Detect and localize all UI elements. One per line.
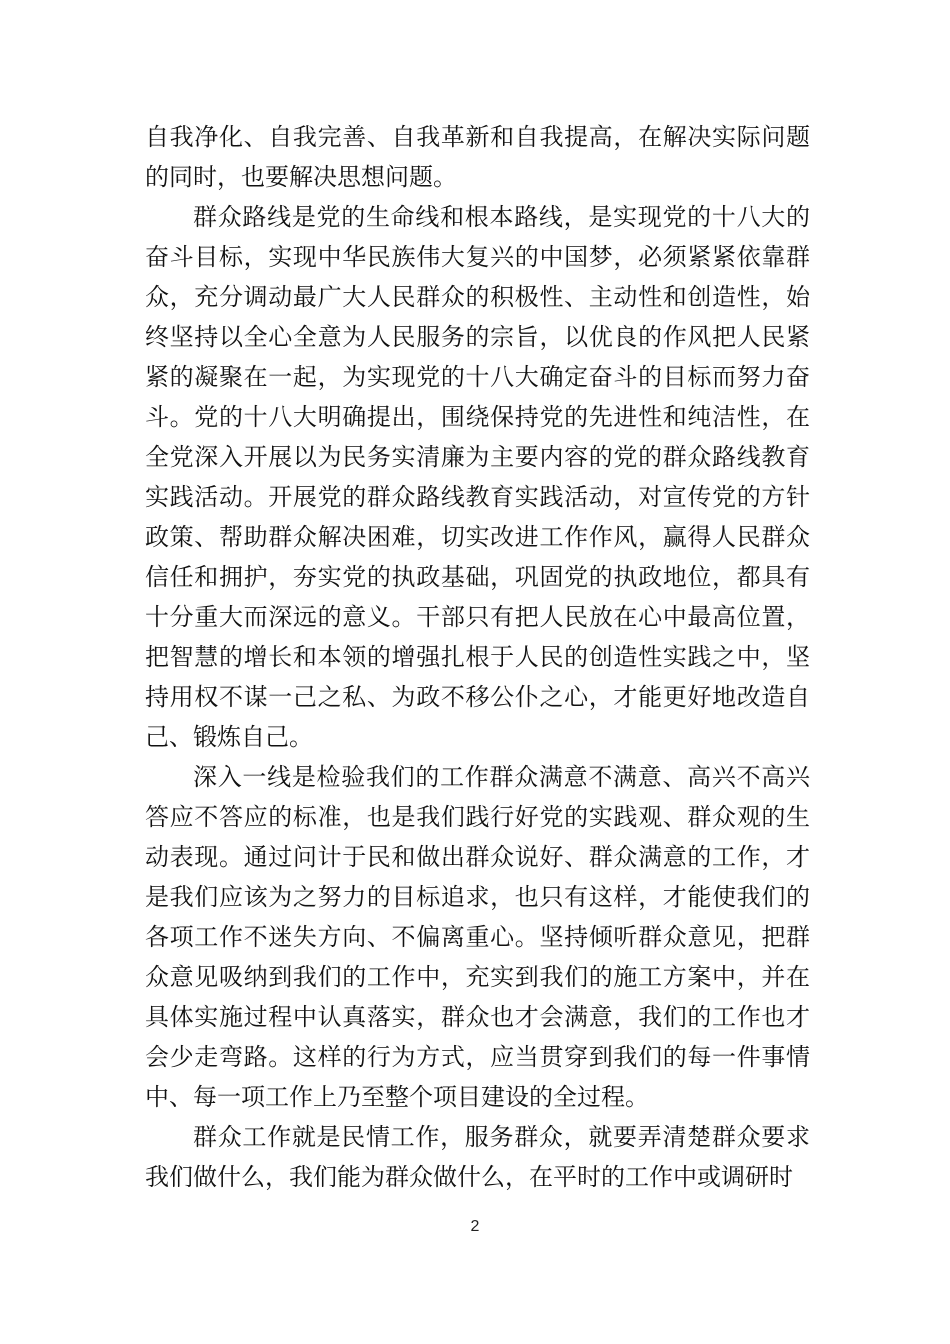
- paragraph-4: 群众工作就是民情工作，服务群众，就要弄清楚群众要求我们做什么，我们能为群众做什么，在平时的工作中或调研时: [145, 1123, 810, 1191]
- page-number: 2: [470, 1218, 480, 1235]
- paragraph-1: 自我净化、自我完善、自我革新和自我提高，在解决实际问题的同时，也要解决思想问题。: [145, 123, 810, 191]
- paragraph-3: 深入一线是检验我们的工作群众满意不满意、高兴不高兴答应不答应的标准，也是我们践行好党的实践观、群众观的生动表现。通过问计于民和做出群众说好、群众满意的工作，才是我们应该为之努力的目标追求，也只有这样，才能使我们的各项工作不迷失方向、不偏离重心。坚持倾听群众意见，把群众意见吸纳到我们的工作中，充实到我们的施工方案中，并在具体实施过程中认真落实，群众也才会满意，我们的工作也才会少走弯路。这样的行为方式，应当贯穿到我们的每一件事情中、每一项工作上乃至整个项目建设的全过程。: [145, 763, 810, 1111]
- body-text: [145, 117, 810, 1197]
- paragraph-2: 群众路线是党的生命线和根本路线，是实现党的十八大的奋斗目标，实现中华民族伟大复兴的中国梦，必须紧紧依靠群众，充分调动最广大人民群众的积极性、主动性和创造性，始终坚持以全心全意为人民服务的宗旨，以优良的作风把人民紧紧的凝聚在一起，为实现党的十八大确定奋斗的目标而努力奋斗。党的十八大明确提出，围绕保持党的先进性和纯洁性，在全党深入开展以为民务实清廉为主要内容的党的群众路线教育实践活动。开展党的群众路线教育实践活动，对宣传党的方针政策、帮助群众解决困难，切实改进工作作风，赢得人民群众信任和拥护，夯实党的执政基础，巩固党的执政地位，都具有十分重大而深远的意义。干部只有把人民放在心中最高位置，把智慧的增长和本领的增强扎根于人民的创造性实践之中，坚持用权不谋一己之私、为政不移公仆之心，才能更好地改造自己、锻炼自己。: [145, 203, 810, 751]
